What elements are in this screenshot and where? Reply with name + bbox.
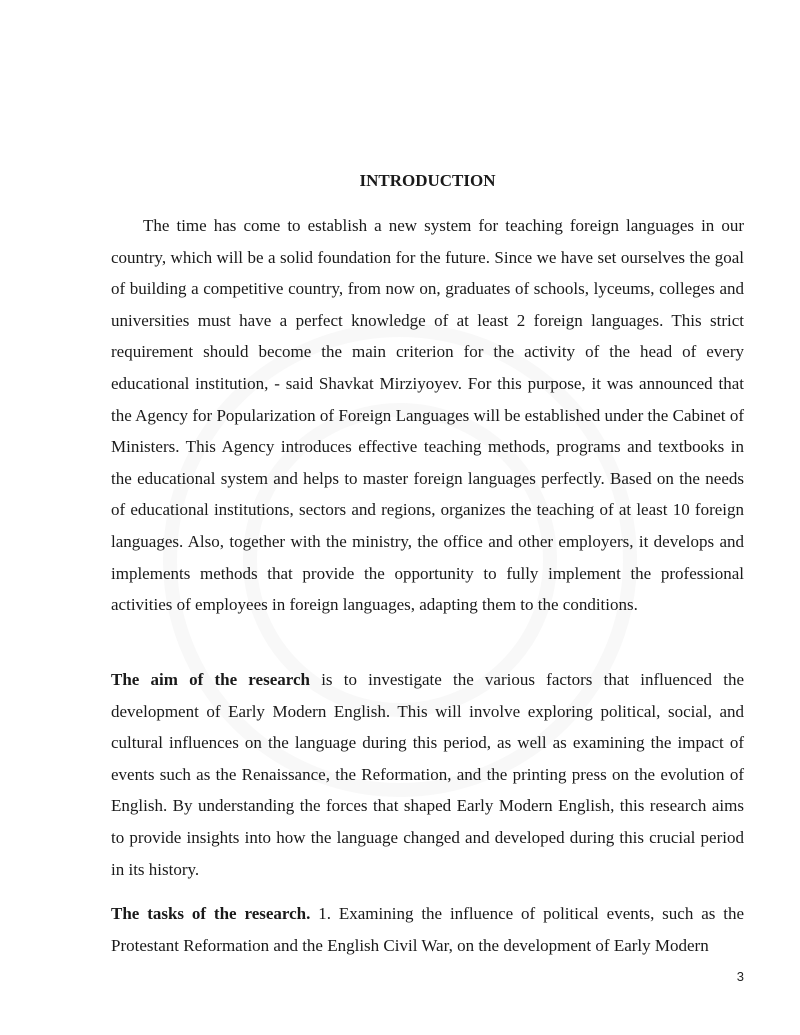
page-number: 3 [736,969,744,984]
paragraph-text: 1. Examining the influence of political events, such as the Protestant Reformation and the English Civil War, on the development of Early Modern [111,904,744,955]
paragraph-research-tasks [111,898,744,961]
paragraph-text: The time has come to establish a new system for teaching foreign languages in our country, which will be a solid foundation for the future. Since we have set ourselves the goal of building a competitive country, from now on, graduates of schools, lyceums, colleges and universities must have a perfect knowledge of at least 2 foreign languages. This strict requirement should become the main criterion for the activity of the head of every educational institution, - said Shavkat Mirziyoyev. For this purpose, it was announced that the Agency for Popularization of Foreign Languages will be established under the Cabinet of Ministers. This Agency introduces effective teaching methods, programs and textbooks in the educational system and helps to master foreign languages perfectly. Based on the needs of educational institutions, sectors and regions, organizes the teaching of at least 10 foreign languages. Also, together with the ministry, the office and other employers, it develops and implements methods that provide the opportunity to fully implement the professional activities of employees in foreign languages, adapting them to the conditions. [111,216,744,615]
paragraph-text: is to investigate the various factors that influenced the development of Early Modern English. This will involve exploring political, social, and cultural influences on the language during this period, as well as examining the impact of events such as the Renaissance, the Reformation, and the printing press on the evolution of English. By understanding the forces that shaped Early Modern English, this research aims to provide insights into how the language changed and developed during this crucial period in its history. [111,670,744,879]
paragraph-lead: The tasks of the research. [111,904,311,923]
paragraph-lead: The aim of the research [111,670,310,689]
paragraph-introduction [111,210,744,621]
paragraph-research-aim [111,664,744,885]
page-title: INTRODUCTION [359,171,496,190]
